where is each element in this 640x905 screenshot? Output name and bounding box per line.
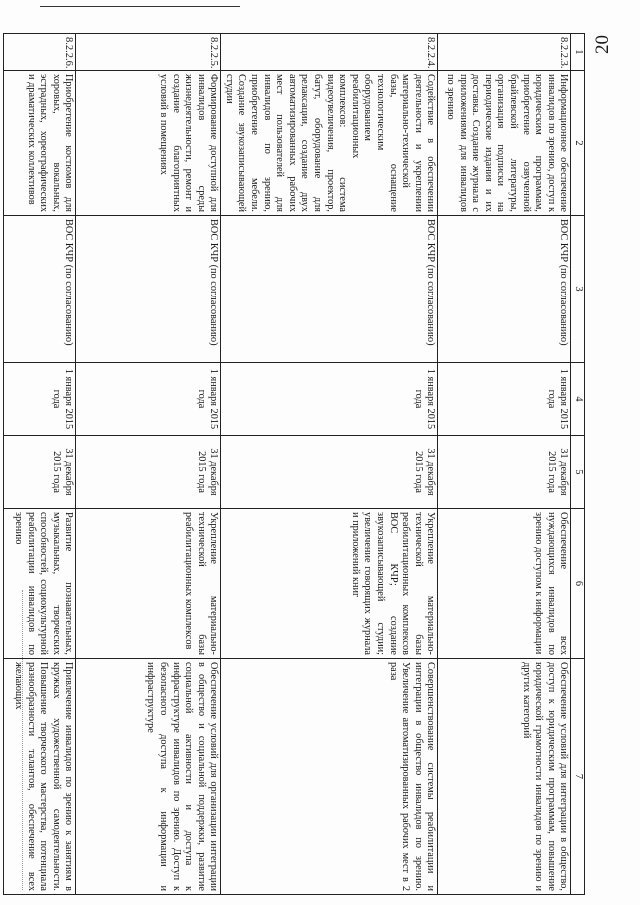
indicator-cell: Обеспечение всех нуждающихся инвалидов по зрению доступом к информации	[438, 509, 571, 659]
table-row	[76, 34, 221, 895]
table-row	[438, 34, 571, 895]
row-number: 8.2.2.5.	[76, 34, 221, 71]
header-cell: 5	[571, 436, 585, 509]
end-date-cell: 31 декабря 2015 года	[438, 436, 571, 509]
header-row	[571, 34, 585, 895]
row-number: 8.2.2.3.	[438, 34, 571, 71]
measure-cell: Информационное обеспечение инвалидов по зрению, доступ к юридическим программам, приобретение озвученной брайлевской литературы, организация подписки на периодические издания и их доставка. Создание журнала с приложениями для инвалидов по зрению	[438, 71, 571, 216]
result-cell: Совершенствование системы реабилитации и интеграции в общество инвалидов по зрению. Увеличение автоматизированных рабочих мест в 2 раза	[221, 659, 438, 895]
header-cell: 2	[571, 71, 585, 216]
end-date-cell: 31 декабря 2015 года	[221, 436, 438, 509]
page-number: 20	[592, 35, 613, 54]
measure-cell: Содействие в обеспечении деятельности и укреплении материально-технической базы, оснащение технологическим оборудованием реабилитационных комплексов: система видеоувеличения, проектор, батут, оборудование для релаксации, создание двух автоматизированных рабочих мест пользователей для инвалидов по зрению, приобретение мебели. Создание звукозаписывающей студии	[221, 71, 438, 216]
start-date-cell: 1 января 2015 года	[76, 363, 221, 436]
header-cell: 4	[571, 363, 585, 436]
executor-cell: ВОС КЧР (по согласованию)	[76, 216, 221, 363]
indicator-cell: Укрепление материально-технической базы реабилитационных комплексов	[76, 509, 221, 659]
rotated-table-container	[12, 33, 585, 894]
measure-cell: Приобретение костюмов для хоровых, вокальных, эстрадных, хореографических и драматических коллективов	[4, 71, 76, 216]
header-cell: 3	[571, 216, 585, 363]
row-number: 8.2.2.6.	[4, 34, 76, 71]
start-date-cell: 1 января 2015 года	[4, 363, 76, 436]
result-cell: Привлечение инвалидов по зрению к занятиям в кружках художественной самодеятельности. Повышение творческого мастерства, потенциала разнообразности талантов, обеспечение всех желающих	[4, 659, 76, 895]
table-row	[221, 34, 438, 895]
program-measures-table	[3, 33, 585, 895]
header-cell: 6	[571, 509, 585, 659]
row-number: 8.2.2.4.	[221, 34, 438, 71]
start-date-cell: 1 января 2015 года	[221, 363, 438, 436]
result-cell: Обеспечение условий для организации интеграции в общество и социальной поддержки, развитие социальной активности и доступа к инфраструктуре инвалидов по зрению. Доступ к безопасного доступа к информации и инфраструктуре	[76, 659, 221, 895]
top-rule	[40, 6, 240, 7]
result-cell: Обеспечение условий для интеграции в общество, доступ к юридическим программам, повышение юридической грамотности инвалидов по зрению и других категорий	[438, 659, 571, 895]
indicator-cell: Укрепление материально-технической базы реабилитационных комплексов ВОС КЧР; создание звукозаписывающей студии; увеличение говорящих журнала и приложений книг	[221, 509, 438, 659]
end-date-cell: 31 декабря 2015 года	[76, 436, 221, 509]
header-cell: 7	[571, 659, 585, 895]
start-date-cell: 1 января 2015 года	[438, 363, 571, 436]
table-row	[4, 34, 76, 895]
executor-cell: ВОС КЧР (по согласованию)	[438, 216, 571, 363]
executor-cell: ВОС КЧР (по согласованию)	[4, 216, 76, 363]
header-cell: 1	[571, 34, 585, 71]
indicator-cell: Развитие познавательных, музыкальных, творческих способностей, социокультурной реабилитации инвалидов по зрению	[4, 509, 76, 659]
end-date-cell: 31 декабря 2015 года	[4, 436, 76, 509]
measure-cell: Формирование доступной для инвалидов среды жизнедеятельности, ремонт и создание благоприятных условий в помещениях	[76, 71, 221, 216]
executor-cell: ВОС КЧР (по согласованию)	[221, 216, 438, 363]
